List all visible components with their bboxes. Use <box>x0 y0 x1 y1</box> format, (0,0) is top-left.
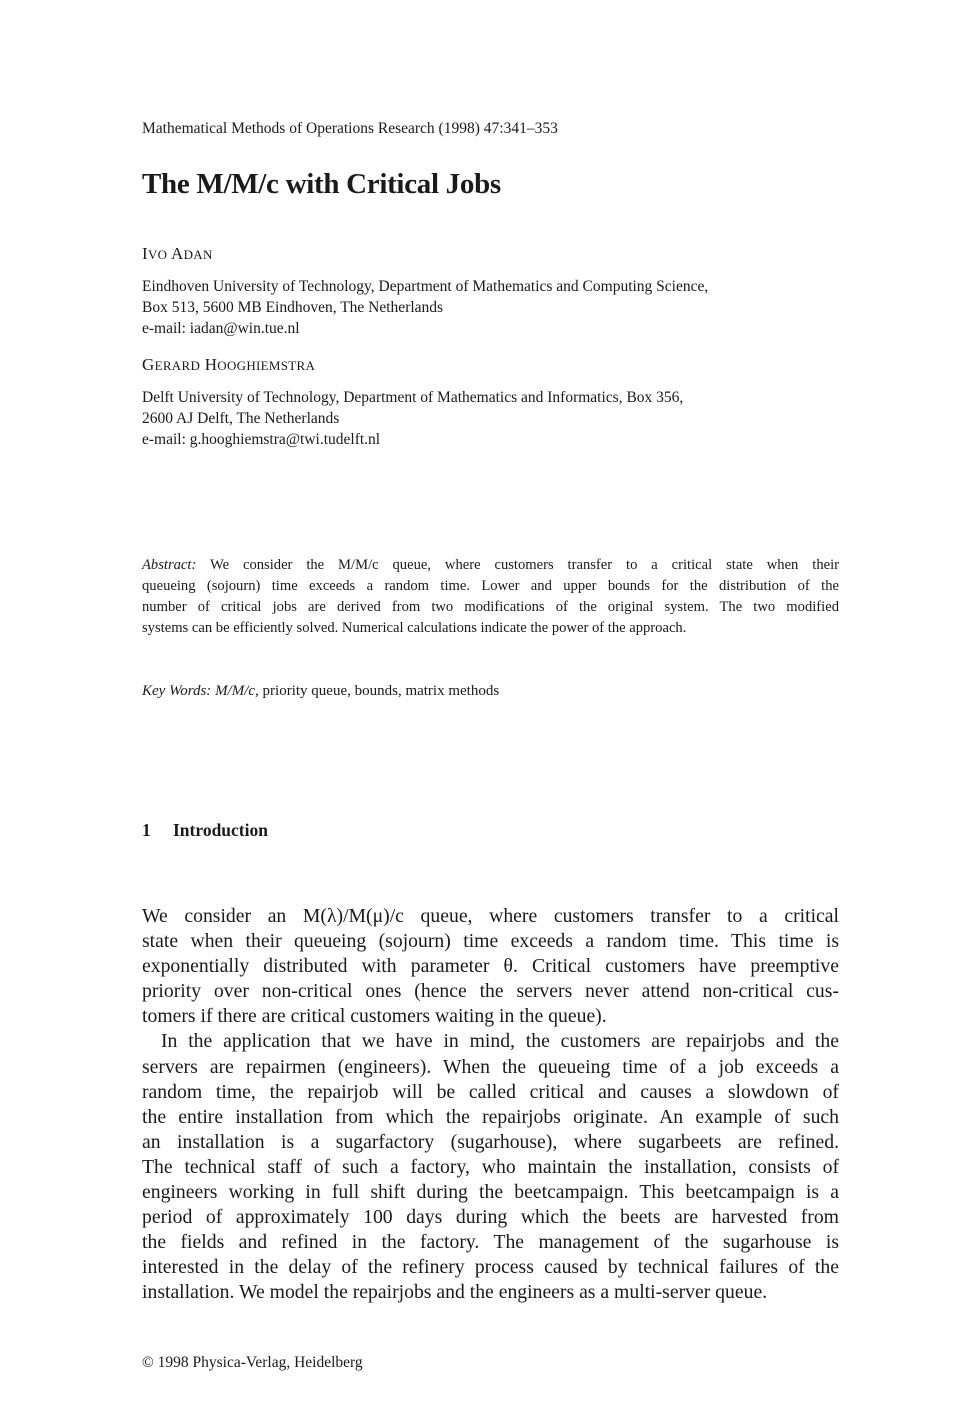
section-title: Introduction <box>173 820 268 840</box>
author-last-initial: H <box>204 355 218 374</box>
author-last-rest: DAN <box>183 247 213 262</box>
paper-title: The M/M/c with Critical Jobs <box>142 168 501 200</box>
journal-header: Mathematical Methods of Operations Research (1998) 47:341–353 <box>142 120 558 137</box>
affiliation-line: 2600 AJ Delft, The Netherlands <box>142 410 340 427</box>
copyright-footer: © 1998 Physica-Verlag, Heidelberg <box>142 1354 363 1371</box>
keywords-label: Key Words: <box>142 683 212 699</box>
body-line: the entire installation from which the repairjobs originate. An example of such <box>142 1105 839 1128</box>
keywords <box>142 683 499 700</box>
body-line: engineers working in full shift during the beetcampaign. This beetcampaign is a <box>142 1181 839 1204</box>
body-line: period of approximately 100 days during which the beets are harvested from <box>142 1206 839 1229</box>
body-line: random time, the repairjob will be called critical and causes a slowdown of <box>142 1080 839 1103</box>
abstract-line: systems can be efficiently solved. Numerical calculations indicate the power of the approach. <box>142 620 687 636</box>
affiliation-line: Delft University of Technology, Department of Mathematics and Informatics, Box 356, <box>142 389 684 406</box>
abstract-label: Abstract: <box>142 557 197 573</box>
author-last-initial: A <box>170 244 184 263</box>
abstract-line <box>142 555 839 576</box>
section-number: 1 <box>142 820 151 840</box>
affiliation-line: Box 513, 5600 MB Eindhoven, The Netherlands <box>142 299 444 316</box>
author-name <box>142 355 315 375</box>
body-line: servers are repairmen (engineers). When the queueing time of a job exceeds a <box>142 1055 839 1078</box>
body-line: The technical staff of such a factory, who maintain the installation, consists of <box>142 1155 839 1178</box>
body-line: In the application that we have in mind, the customers are repairjobs and the <box>161 1030 839 1053</box>
keywords-first: M/M/c, <box>215 683 259 699</box>
body-line: tomers if there are critical customers waiting in the queue). <box>142 1005 607 1028</box>
author-first-rest: VO <box>147 247 168 262</box>
author-affiliation <box>142 387 683 450</box>
abstract-line: queueing (sojourn) time exceeds a random time. Lower and upper bounds for the distribution of the <box>142 578 839 594</box>
author-first-rest: ERARD <box>154 358 201 373</box>
affiliation-line: Eindhoven University of Technology, Department of Mathematics and Computing Science, <box>142 278 709 295</box>
body-line: installation. We model the repairjobs and the engineers as a multi-server queue. <box>142 1281 768 1304</box>
author-last-rest: OOGHIEMSTRA <box>217 358 316 373</box>
abstract-line: number of critical jobs are derived from two modifications of the original system. The two modified <box>142 599 839 615</box>
author-first-initial: I <box>142 244 148 263</box>
abstract-text: We consider the M/M/c queue, where customers transfer to a critical state when their <box>209 557 840 573</box>
body-text <box>142 904 839 1306</box>
author-affiliation <box>142 276 708 339</box>
author-email: e-mail: g.hooghiemstra@twi.tudelft.nl <box>142 431 381 448</box>
body-line: the fields and refined in the factory. The management of the sugarhouse is <box>142 1231 839 1254</box>
abstract <box>142 555 839 639</box>
author-name <box>142 244 213 264</box>
keywords-rest: priority queue, bounds, matrix methods <box>262 683 500 699</box>
body-line: priority over non-critical ones (hence the servers never attend non-critical cus- <box>142 980 839 1003</box>
body-line: interested in the delay of the refinery process caused by technical failures of the <box>142 1256 839 1279</box>
body-line: We consider an M(λ)/M(μ)/c queue, where customers transfer to a critical <box>142 905 839 927</box>
body-line: an installation is a sugarfactory (sugarhouse), where sugarbeets are refined. <box>142 1130 839 1153</box>
body-line: state when their queueing (sojourn) time exceeds a random time. This time is <box>142 930 839 953</box>
author-first-initial: G <box>142 355 155 374</box>
section-heading <box>142 820 268 841</box>
body-line: exponentially distributed with parameter θ. Critical customers have preemptive <box>142 955 839 978</box>
author-email: e-mail: iadan@win.tue.nl <box>142 320 300 337</box>
